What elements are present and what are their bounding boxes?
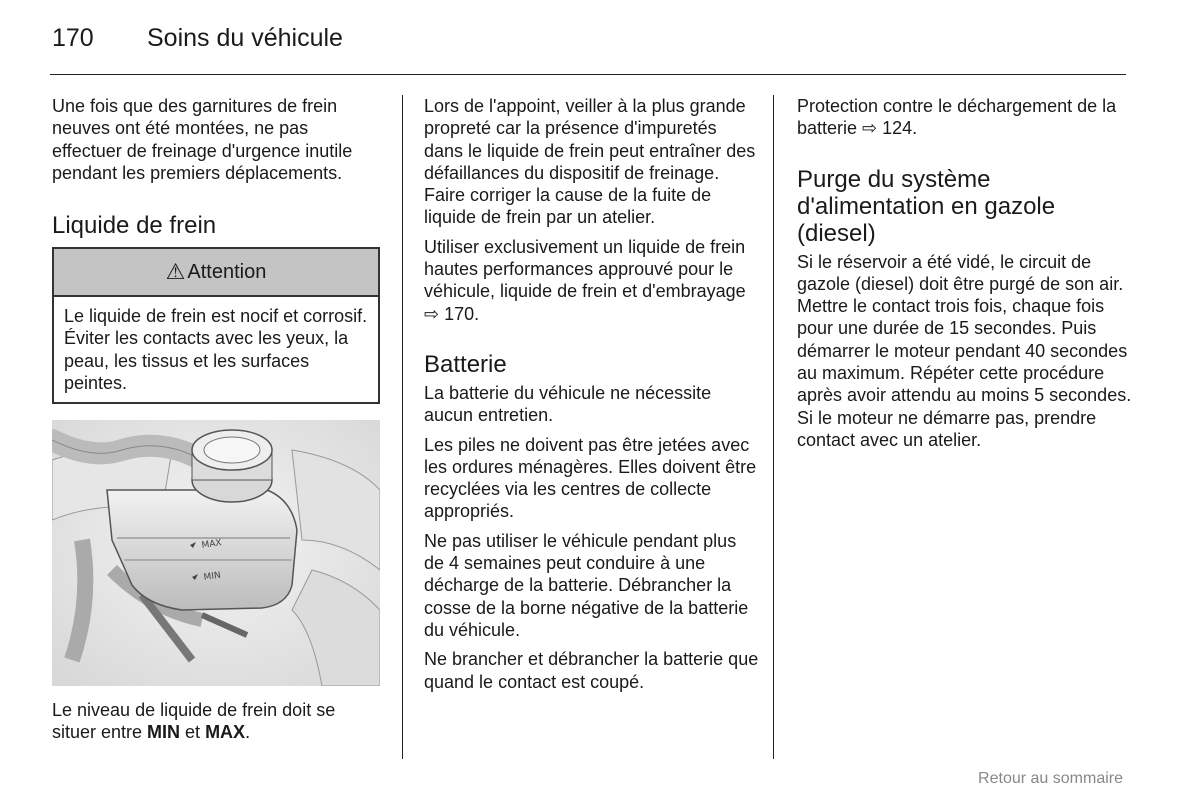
caption-text-1: Le niveau de liquide de frein doit se situer entre [52, 700, 336, 743]
page-number: 170 [52, 24, 94, 52]
paragraph-approved-fluid: Utiliser exclusivement un liquide de frein hautes performances approuvé pour le véhicule, liquide de frein et d'embrayage ⇨ 170. [424, 236, 746, 324]
back-to-contents-link[interactable]: Retour au sommaire [978, 770, 1123, 787]
column-divider-1 [402, 95, 403, 759]
column-1 [52, 95, 382, 404]
column-divider-2 [773, 95, 774, 759]
column-3 [797, 95, 1132, 458]
column-2 [424, 95, 759, 700]
section-heading-diesel-purge: Purge du système d'alimentation en gazole (diesel) [797, 165, 1056, 247]
section-heading-brake-fluid: Liquide de frein [52, 212, 217, 240]
paragraph-battery-maintenance: La batterie du véhicule ne nécessite aucun entretien. [424, 382, 712, 426]
min-marking: MIN [203, 570, 222, 583]
paragraph-battery-connection: Ne brancher et débrancher la batterie que quand le contact est coupé. [424, 649, 759, 692]
warning-box [52, 247, 380, 404]
paragraph-battery-disposal: Les piles ne doivent pas être jetées avec les ordures ménagères. Elles doivent être recyclées via les centres de collecte appropriés. [424, 434, 757, 522]
illustration-caption [52, 699, 382, 744]
paragraph-battery-discharge: Ne pas utiliser le véhicule pendant plus de 4 semaines peut conduire à une décharge de la batterie. Débrancher la cosse de la borne négative de la batterie du véhicule. [424, 530, 749, 640]
caption-text-2: et [180, 722, 206, 743]
page-title: Soins du véhicule [147, 24, 343, 52]
warning-text: Le liquide de frein est nocif et corrosif. Éviter les contacts avec les yeux, la peau, les tissus et les surfaces peintes. [64, 306, 368, 394]
warning-header [54, 249, 378, 297]
paragraph-diesel-purge: Si le réservoir a été vidé, le circuit de gazole (diesel) doit être purgé de son air. Mettre le contact trois fois, chaque fois pour une durée de 15 secondes. Puis démarrer le moteur pendant 40 secondes au maximum. Répéter cette procédure après avoir attendu au moins 5 secondes. Si le moteur ne démarre pas, prendre contact avec un atelier. [797, 251, 1132, 450]
paragraph-refill-cleanliness: Lors de l'appoint, veiller à la plus grande propreté car la présence d'impuretés dans le liquide de frein peut entraîner des défaillances du dispositif de freinage. Faire corriger la cause de la fuite de liquide de frein par un atelier. [424, 96, 756, 228]
header-divider [50, 74, 1126, 75]
caption-max: MAX [205, 722, 246, 743]
section-heading-battery: Batterie [424, 350, 507, 378]
warning-title: Attention [187, 261, 267, 284]
warning-triangle-icon: ⚠ [165, 259, 186, 285]
caption-text-3: . [245, 722, 251, 743]
max-marking: MAX [201, 538, 223, 551]
intro-paragraph: Une fois que des garnitures de frein neuves ont été montées, ne pas effectuer de freinage d'urgence inutile pendant les premiers déplacements. [52, 96, 353, 183]
paragraph-discharge-protection: Protection contre le déchargement de la batterie ⇨ 124. [797, 96, 1117, 139]
caption-min: MIN [147, 722, 181, 743]
brake-fluid-reservoir-illustration [52, 420, 380, 686]
